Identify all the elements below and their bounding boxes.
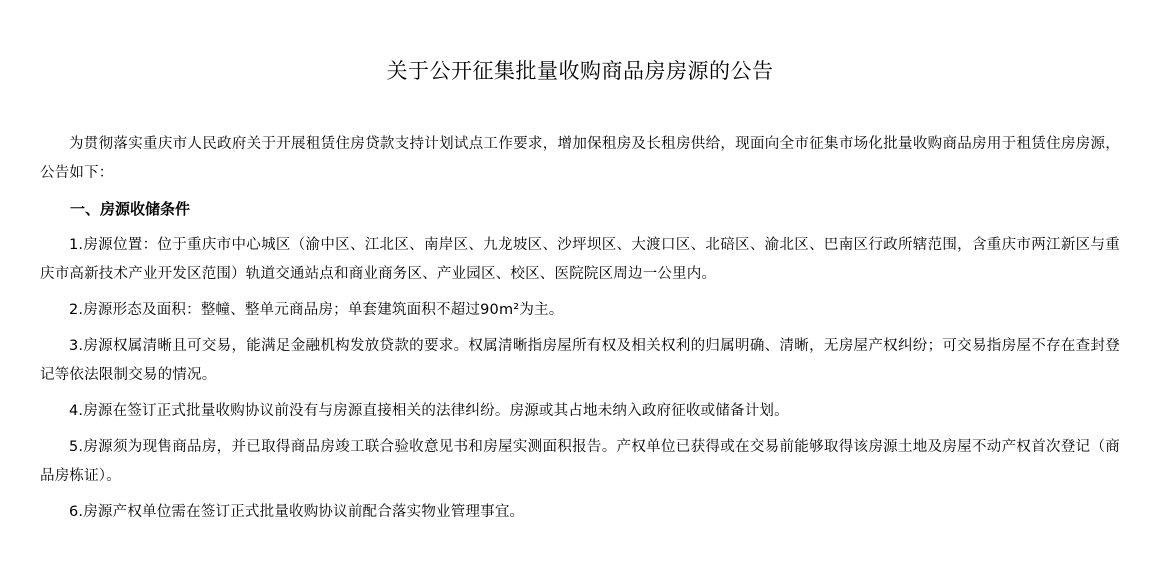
condition-item-ownership: 3.房源权属清晰且可交易，能满足金融机构发放贷款的要求。权属清晰指房屋所有权及相关权利的归属明确、清晰，无房屋产权纠纷；可交易指房屋不存在查封登记等依法限制交易的情况。 bbox=[40, 338, 1120, 383]
condition-item-form-area: 2.房源形态及面积：整幢、整单元商品房；单套建筑面积不超过90m²为主。 bbox=[69, 302, 564, 318]
page-title: 关于公开征集批量收购商品房房源的公告 bbox=[386, 59, 774, 83]
intro-paragraph: 为贯彻落实重庆市人民政府关于开展租赁住房贷款支持计划试点工作要求，增加保租房及长租房供给，现面向全市征集市场化批量收购商品房用于租赁住房房源，公告如下： bbox=[40, 136, 1120, 181]
condition-item-property-management: 6.房源产权单位需在签订正式批量收购协议前配合落实物业管理事宜。 bbox=[69, 504, 525, 520]
section-heading-storage-conditions: 一、房源收储条件 bbox=[70, 200, 191, 218]
condition-item-legal-disputes: 4.房源在签订正式批量收购协议前没有与房源直接相关的法律纠纷。房源或其占地未纳入政府征收或储备计划。 bbox=[69, 403, 789, 419]
document-body bbox=[40, 130, 1120, 527]
condition-item-location: 1.房源位置：位于重庆市中心城区（渝中区、江北区、南岸区、九龙坡区、沙坪坝区、大渡口区、北碚区、渝北区、巴南区行政所辖范围，含重庆市两江新区与重庆市高新技术产业开发区范围）轨道交通站点和商业商务区、产业园区、校区、医院院区周边一公里内。 bbox=[40, 237, 1120, 282]
condition-item-completion: 5.房源须为现售商品房，并已取得商品房竣工联合验收意见书和房屋实测面积报告。产权单位已获得或在交易前能够取得该房源土地及房屋不动产权首次登记（商品房栋证）。 bbox=[40, 439, 1120, 484]
